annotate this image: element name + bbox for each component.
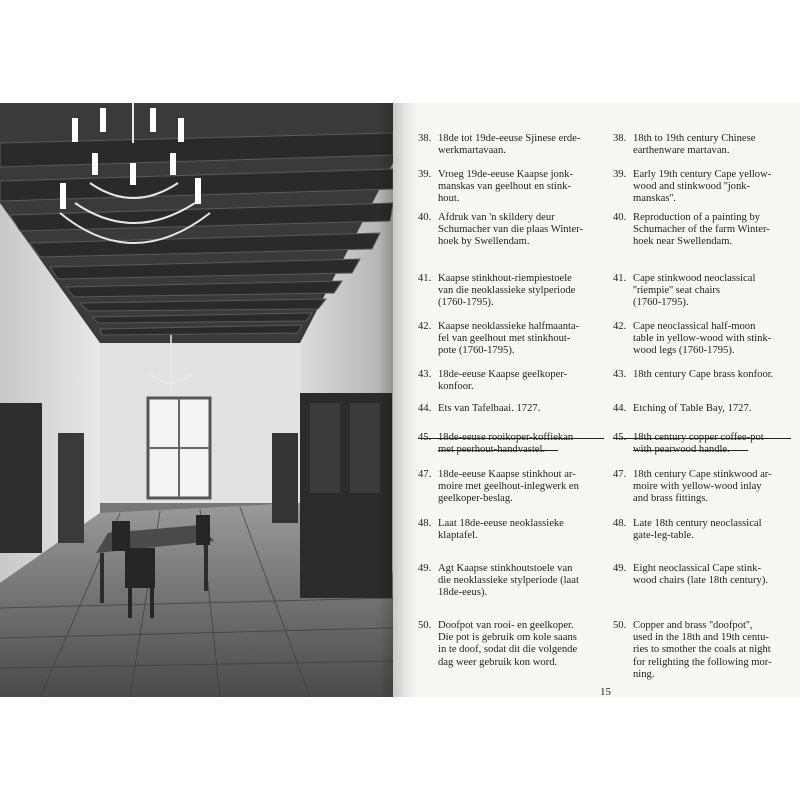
book-spread	[0, 103, 800, 697]
strikethrough-line	[633, 450, 748, 451]
caption-text-en: 18th century Cape brass konfoor.	[633, 369, 774, 380]
caption-text-en: Copper and brass ''doofpot'', used in the 18th and 19th centu- ries to smother the coals at night for relighting the following mor- ning.	[633, 620, 772, 680]
caption-number: 41.	[418, 273, 432, 284]
caption-number: 50.	[418, 620, 432, 631]
caption-number: 47.	[613, 469, 627, 480]
caption-text-en: Early 19th century Cape yellow- wood and stinkwood ''jonk- manskas''.	[633, 169, 772, 205]
caption-text-en: Etching of Table Bay, 1727.	[633, 403, 752, 414]
caption-number: 39.	[418, 169, 432, 180]
caption-number: 38.	[418, 133, 432, 144]
caption-number: 50.	[613, 620, 627, 631]
caption-number: 49.	[613, 563, 627, 574]
interior-photograph	[0, 103, 393, 697]
caption-text-af: Kaapse stinkhout-riempiestoele van die neoklassieke stylperiode (1760-1795).	[438, 273, 576, 309]
caption-text-af: Agt Kaapse stinkhoutstoele van die neoklassieke stylperiode (laat 18de-eeus).	[438, 563, 579, 599]
caption-number: 42.	[418, 321, 432, 332]
caption-text-en: Late 18th century neoclassical gate-leg-table.	[633, 518, 762, 542]
caption-text-en: Reproduction of a painting by Schumacher of the farm Winter- hoek near Swellendam.	[633, 212, 770, 248]
caption-number: 40.	[418, 212, 432, 223]
page-number: 15	[600, 686, 611, 698]
caption-number: 42.	[613, 321, 627, 332]
caption-number: 48.	[613, 518, 627, 529]
caption-text-en: 18th century Cape stinkwood ar- moire with yellow-wood inlay and brass fittings.	[633, 469, 772, 505]
caption-text-af: 18de-eeuse Kaapse stinkhout ar- moire met geelhout-inlegwerk en geelkoper-beslag.	[438, 469, 579, 505]
caption-text-af: Vroeg 19de-eeuse Kaapse jonk- manskas van geelhout en stink- hout.	[438, 169, 573, 205]
caption-text-af: Laat 18de-eeuse neoklassieke klaptafel.	[438, 518, 564, 542]
caption-text-en	[633, 432, 800, 456]
caption-text-en: Cape neoclassical half-moon table in yellow-wood with stink- wood legs (1760-1795).	[633, 321, 772, 357]
strikethrough-line	[613, 438, 791, 439]
caption-text-af	[438, 432, 608, 456]
caption-number: 38.	[613, 133, 627, 144]
caption-number: 48.	[418, 518, 432, 529]
caption-text-af: Ets van Tafelbaai. 1727.	[438, 403, 541, 414]
book-gutter	[378, 103, 418, 697]
caption-number: 47.	[418, 469, 432, 480]
strikethrough-line	[418, 438, 604, 439]
strikethrough-line	[438, 450, 558, 451]
caption-text-af: 18de-eeuse Kaapse geelkoper- konfoor.	[438, 369, 568, 393]
caption-number: 43.	[613, 369, 627, 380]
caption-text-en: Eight neoclassical Cape stink- wood chairs (late 18th century).	[633, 563, 769, 587]
caption-number: 44.	[613, 403, 627, 414]
caption-text-en: 18th to 19th century Chinese earthenware martavan.	[633, 133, 756, 157]
caption-number: 44.	[418, 403, 432, 414]
caption-number: 40.	[613, 212, 627, 223]
caption-text-af: Kaapse neoklassieke halfmaanta- fel van geelhout met stinkhout- pote (1760-1795).	[438, 321, 580, 357]
caption-text-af: 18de tot 19de-eeuse Sjinese erde- werkmartavaan.	[438, 133, 581, 157]
caption-number: 49.	[418, 563, 432, 574]
caption-number: 39.	[613, 169, 627, 180]
caption-number: 41.	[613, 273, 627, 284]
hall-photo	[0, 103, 393, 697]
caption-text-af: Afdruk van 'n skildery deur Schumacher van die plaas Winter- hoek by Swellendam.	[438, 212, 584, 248]
caption-text-af: Doofpot van rooi- en geelkoper. Die pot is gebruik om kole saans in te doof, sodat dit die volgende dag weer gebruik kon word.	[438, 620, 578, 668]
caption-number: 43.	[418, 369, 432, 380]
caption-text-en: Cape stinkwood neoclassical ''riempie'' seat chairs (1760-1795).	[633, 273, 756, 309]
